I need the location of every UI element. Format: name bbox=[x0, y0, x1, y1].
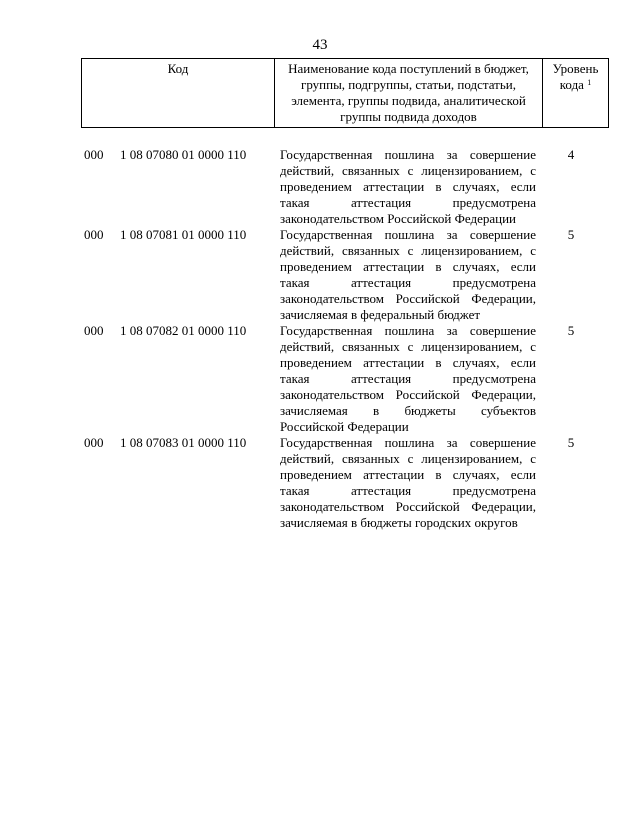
row-admin-code: 000 bbox=[84, 323, 104, 338]
row-revenue-code: 1 08 07081 01 0000 110 bbox=[120, 227, 247, 242]
row-name: Государственная пошлина за совершение действий, связанных с лицензированием, с проведением аттестации в случаях, если такая аттестация предусмотрена законодательством Российской Федерации, зачисляемая в бюджеты субъектов Российской Федерации bbox=[280, 323, 536, 434]
row-level: 5 bbox=[567, 227, 575, 242]
table-row bbox=[84, 435, 608, 531]
table-row bbox=[84, 323, 608, 435]
header-name: Наименование кода поступлений в бюджет, группы, подгруппы, статьи, подстатьи, элемента, группы подвида, аналитической группы подвида доходов bbox=[275, 59, 543, 127]
row-admin-code: 000 bbox=[84, 227, 104, 242]
header-level-label: Уровень кода bbox=[552, 61, 599, 92]
table-body bbox=[84, 147, 608, 531]
table-row bbox=[84, 227, 608, 323]
row-level: 5 bbox=[567, 323, 575, 338]
page-number: 43 bbox=[312, 37, 328, 53]
header-code: Код bbox=[82, 59, 275, 127]
row-name: Государственная пошлина за совершение действий, связанных с лицензированием, с проведением аттестации в случаях, если такая аттестация предусмотрена законодательством Российской Федерации, зачисляемая в федеральный бюджет bbox=[280, 227, 536, 322]
row-level: 5 bbox=[567, 435, 575, 450]
row-revenue-code: 1 08 07083 01 0000 110 bbox=[120, 435, 247, 450]
row-name: Государственная пошлина за совершение действий, связанных с лицензированием, с проведением аттестации в случаях, если такая аттестация предусмотрена законодательством Российской Федерации bbox=[280, 147, 536, 226]
row-revenue-code: 1 08 07082 01 0000 110 bbox=[120, 323, 247, 338]
table-row bbox=[84, 147, 608, 227]
row-admin-code: 000 bbox=[84, 435, 104, 450]
table-header bbox=[81, 58, 609, 128]
row-name: Государственная пошлина за совершение действий, связанных с лицензированием, с проведением аттестации в случаях, если такая аттестация предусмотрена законодательством Российской Федерации, зачисляемая в бюджеты городских округов bbox=[280, 435, 536, 530]
row-admin-code: 000 bbox=[84, 147, 104, 162]
header-level-footnote: 1 bbox=[587, 78, 592, 87]
row-revenue-code: 1 08 07080 01 0000 110 bbox=[120, 147, 247, 162]
row-level: 4 bbox=[567, 147, 575, 162]
header-level bbox=[543, 59, 608, 127]
